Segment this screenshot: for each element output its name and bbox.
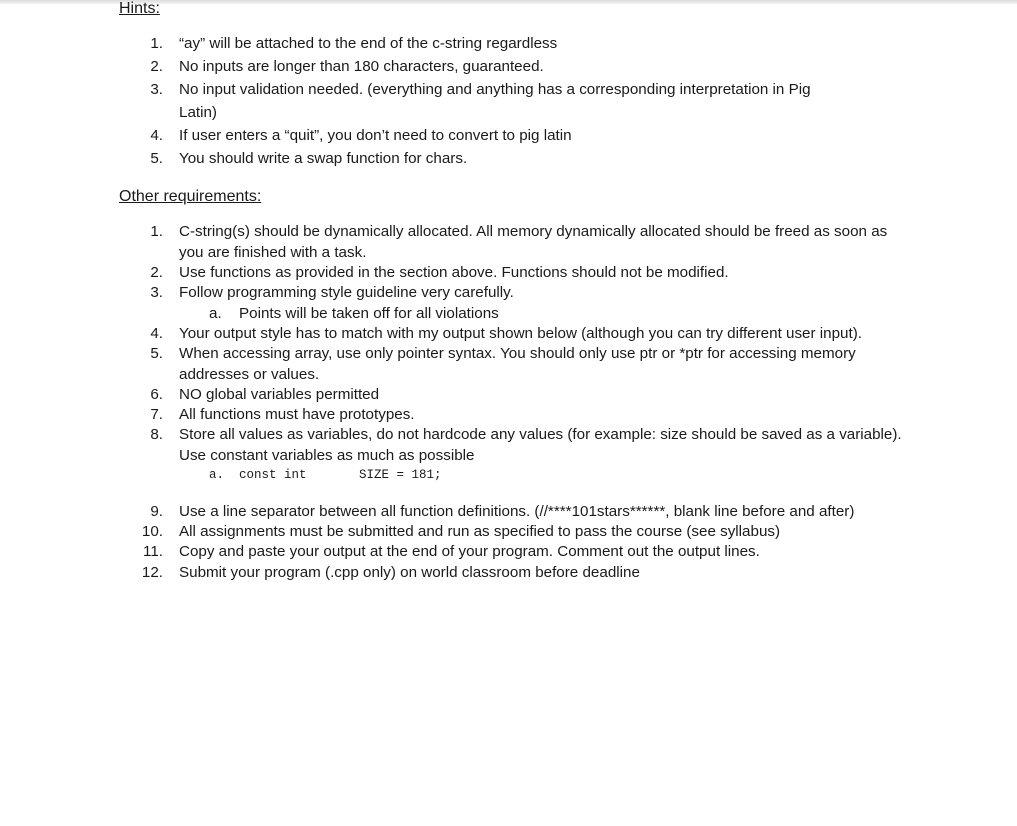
list-text: If user enters a “quit”, you don’t need to convert to pig latin bbox=[179, 127, 572, 144]
list-text: Latin) bbox=[179, 104, 217, 121]
requirements-heading bbox=[119, 188, 261, 206]
list-number: 9. bbox=[150, 503, 163, 520]
list-text: Store all values as variables, do not hardcode any values (for example: size should be saved as a variable). bbox=[179, 426, 902, 443]
list-number: 3. bbox=[150, 81, 163, 98]
list-number: 10. bbox=[141, 523, 163, 540]
list-number: 12. bbox=[141, 564, 163, 581]
list-text: Use functions as provided in the section above. Functions should not be modified. bbox=[179, 264, 729, 281]
list-text: No input validation needed. (everything and anything has a corresponding interpretation in Pig bbox=[179, 81, 811, 98]
list-number: 4. bbox=[150, 127, 163, 144]
code-example-assignment: SIZE = 181; bbox=[359, 468, 442, 482]
list-text: You should write a swap function for chars. bbox=[179, 150, 468, 167]
list-text: C-string(s) should be dynamically allocated. All memory dynamically allocated should be freed as soon as bbox=[179, 223, 888, 240]
list-number: 5. bbox=[150, 150, 163, 167]
list-number: 11. bbox=[143, 543, 163, 560]
list-text: Your output style has to match with my output shown below (although you can try different user input). bbox=[179, 325, 862, 342]
list-text: All assignments must be submitted and run as specified to pass the course (see syllabus) bbox=[179, 523, 781, 540]
code-example-declaration: const int bbox=[239, 468, 307, 482]
list-number: 2. bbox=[150, 264, 163, 281]
list-text: “ay” will be attached to the end of the c-string regardless bbox=[179, 35, 558, 52]
requirements-heading-text: Other requirements bbox=[119, 188, 257, 205]
list-text: addresses or values. bbox=[179, 366, 320, 383]
list-text: NO global variables permitted bbox=[179, 386, 380, 403]
list-number: 1. bbox=[150, 35, 163, 52]
list-text: Copy and paste your output at the end of your program. Comment out the output lines. bbox=[179, 543, 760, 560]
list-number: 8. bbox=[150, 426, 163, 443]
list-text: you are finished with a task. bbox=[179, 244, 367, 261]
list-number: 3. bbox=[150, 284, 163, 301]
list-text: Use a line separator between all function definitions. (//****101stars******, blank line before and after) bbox=[179, 503, 855, 520]
sub-list-text: Points will be taken off for all violations bbox=[239, 305, 499, 322]
heading-colon: : bbox=[256, 188, 262, 205]
sub-list-label: a. bbox=[209, 305, 222, 322]
code-example-label: a. bbox=[209, 468, 225, 482]
list-number: 1. bbox=[150, 223, 163, 240]
list-text: Follow programming style guideline very carefully. bbox=[179, 284, 514, 301]
list-text: Use constant variables as much as possible bbox=[179, 447, 475, 464]
list-text: No inputs are longer than 180 characters, guaranteed. bbox=[179, 58, 544, 75]
list-number: 7. bbox=[150, 406, 163, 423]
list-number: 4. bbox=[150, 325, 163, 342]
list-number: 2. bbox=[150, 58, 163, 75]
list-text: When accessing array, use only pointer syntax. You should only use ptr or *ptr for accessing memory bbox=[179, 345, 856, 362]
list-number: 6. bbox=[150, 386, 163, 403]
list-number: 5. bbox=[150, 345, 163, 362]
list-text: Submit your program (.cpp only) on world classroom before deadline bbox=[179, 564, 640, 581]
hints-heading: Hints: bbox=[119, 0, 160, 17]
list-text: All functions must have prototypes. bbox=[179, 406, 415, 423]
